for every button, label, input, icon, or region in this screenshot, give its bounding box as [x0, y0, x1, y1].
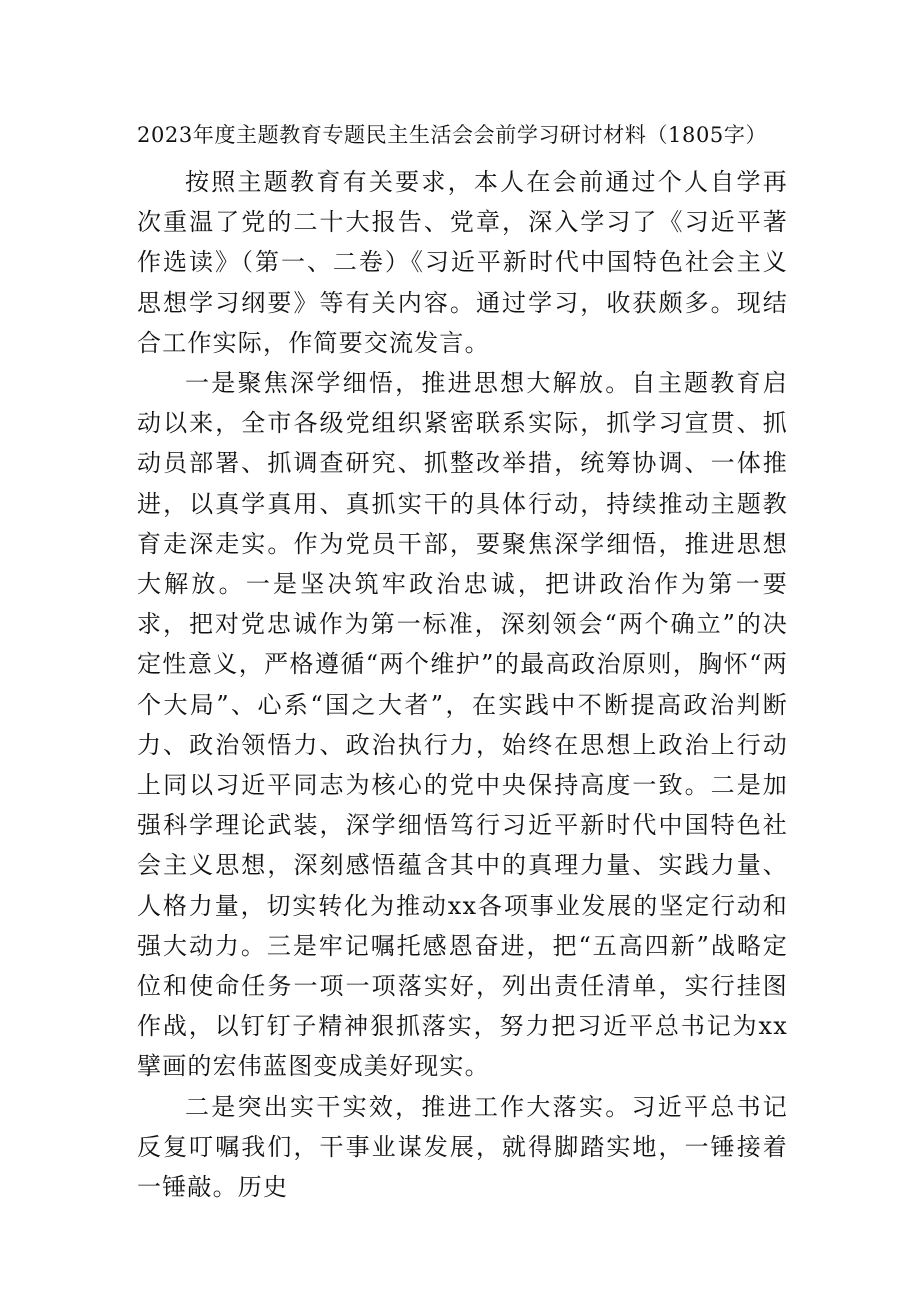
- paragraph-intro: 按照主题教育有关要求，本人在会前通过个人自学再次重温了党的二十大报告、党章，深入学习了《习近平著作选读》（第一、二卷）《习近平新时代中国特色社会主义思想学习纲要》等有关内容。通过学习，收获颇多。现结合工作实际，作简要交流发言。: [137, 168, 788, 357]
- document-body: [137, 162, 788, 1207]
- paragraph-section-two: 二是突出实干实效，推进工作大落实。习近平总书记反复叮嘱我们，干事业谋发展，就得脚踏实地，一锤接着一锤敲。历史: [137, 1092, 788, 1202]
- paragraph-section-one: 一是聚焦深学细悟，推进思想大解放。自主题教育启动以来，全市各级党组织紧密联系实际，抓学习宣贯、抓动员部署、抓调查研究、抓整改举措，统筹协调、一体推进，以真学真用、真抓实干的具体行动，持续推动主题教育走深走实。作为党员干部，要聚焦深学细悟，推进思想大解放。一是坚决筑牢政治忠诚，把讲政治作为第一要求，把对党忠诚作为第一标准，深刻领会“两个确立”的决定性意义，严格遵循“两个维护”的最高政治原则，胸怀“两个大局”、心系“国之大者”，在实践中不断提高政治判断力、政治领悟力、政治执行力，始终在思想上政治上行动上同以习近平同志为核心的党中央保持高度一致。二是加强科学理论武装，深学细悟笃行习近平新时代中国特色社会主义思想，深刻感悟蕴含其中的真理力量、实践力量、人格力量，切实转化为推动xx各项事业发展的坚定行动和强大动力。三是牢记嘱托感恩奋进，把“五高四新”战略定位和使命任务一项一项落实好，列出责任清单，实行挂图作战，以钉钉子精神狠抓落实，努力把习近平总书记为xx擘画的宏伟蓝图变成美好现实。: [137, 369, 788, 1081]
- document-title: 2023年度主题教育专题民主生活会会前学习研讨材料（1805字）: [137, 123, 768, 147]
